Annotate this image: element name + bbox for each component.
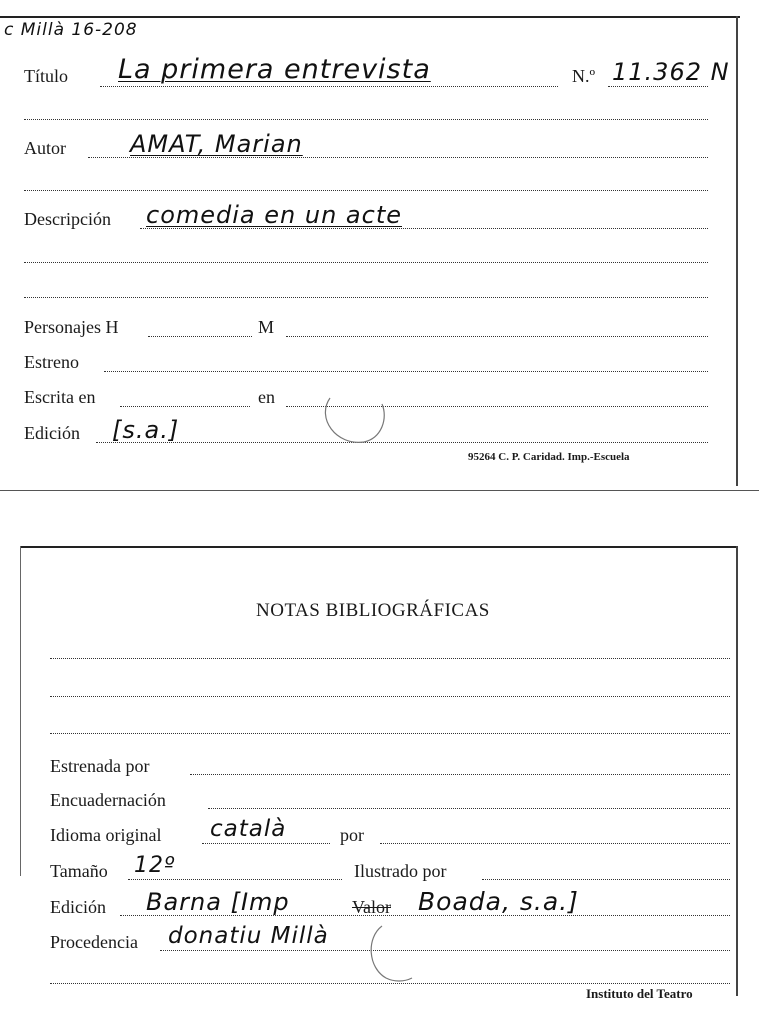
- value-titulo: La primera entrevista: [118, 54, 431, 85]
- dotted-line: [100, 86, 558, 87]
- dotted-line: [608, 86, 708, 87]
- value-numero: 11.362 N: [612, 58, 730, 86]
- dotted-line: [120, 406, 250, 407]
- dotted-line: [50, 696, 730, 697]
- catalog-card-back: [0, 540, 759, 1028]
- label-numero: N.º: [572, 66, 596, 86]
- label-edicion: Edición: [24, 423, 80, 443]
- card-bottom-border: [0, 490, 759, 491]
- dotted-line: [50, 733, 730, 734]
- value-descripcion: comedia en un acte: [146, 201, 402, 229]
- dotted-line: [24, 262, 708, 263]
- value-edicion-impresor: Boada, s.a.]: [418, 887, 579, 916]
- dotted-line: [24, 297, 708, 298]
- value-edicion-lugar: Barna [Imp: [146, 888, 290, 916]
- dotted-line: [286, 336, 708, 337]
- label-ilustrado-por: Ilustrado por: [354, 861, 447, 881]
- dotted-line: [50, 658, 730, 659]
- card-top-border: [20, 546, 738, 548]
- dotted-line: [380, 843, 730, 844]
- stamp-mark: [362, 918, 422, 988]
- dotted-line: [128, 879, 342, 880]
- label-personajes-m: M: [258, 317, 275, 337]
- label-edicion-back: Edición: [50, 897, 106, 917]
- value-tamano: 12º: [134, 853, 176, 878]
- printer-imprint: 95264 C. P. Caridad. Imp.-Escuela: [468, 451, 630, 463]
- dotted-line: [190, 774, 730, 775]
- dotted-line: [24, 119, 708, 120]
- label-en: en: [258, 387, 275, 407]
- value-procedencia: donatiu Millà: [168, 923, 329, 949]
- value-autor: AMAT, Marian: [130, 130, 303, 158]
- dotted-line: [24, 190, 708, 191]
- value-edicion-tachado: Valor: [352, 897, 391, 917]
- value-edicion: [s.a.]: [112, 416, 180, 444]
- dotted-line: [202, 843, 330, 844]
- dotted-line: [50, 983, 730, 984]
- dotted-line: [96, 442, 708, 443]
- margin-note: c Millà 16-208: [4, 20, 138, 40]
- stamp-mark: [316, 378, 396, 448]
- heading-notas: NOTAS BIBLIOGRÁFICAS: [256, 600, 490, 621]
- label-personajes-h: Personajes H: [24, 317, 119, 337]
- card-top-border: [0, 16, 740, 18]
- dotted-line: [104, 371, 708, 372]
- institution-imprint: Instituto del Teatro: [586, 986, 693, 1001]
- catalog-card-front: [0, 0, 759, 495]
- card-right-border: [736, 546, 738, 996]
- dotted-line: [148, 336, 252, 337]
- label-procedencia: Procedencia: [50, 932, 138, 952]
- label-estreno: Estreno: [24, 352, 79, 372]
- card-right-border: [736, 16, 738, 486]
- label-descripcion: Descripción: [24, 209, 111, 229]
- label-tamano: Tamaño: [50, 861, 108, 881]
- label-por: por: [340, 825, 364, 845]
- dotted-line: [160, 950, 730, 951]
- label-estrenada-por: Estrenada por: [50, 756, 150, 776]
- card-left-border: [20, 546, 21, 876]
- label-encuadernacion: Encuadernación: [50, 790, 166, 810]
- dotted-line: [482, 879, 730, 880]
- value-idioma-original: català: [210, 816, 287, 842]
- label-idioma-original: Idioma original: [50, 825, 162, 845]
- label-autor: Autor: [24, 138, 66, 158]
- dotted-line: [208, 808, 730, 809]
- label-escrita-en: Escrita en: [24, 387, 96, 407]
- label-titulo: Título: [24, 66, 68, 86]
